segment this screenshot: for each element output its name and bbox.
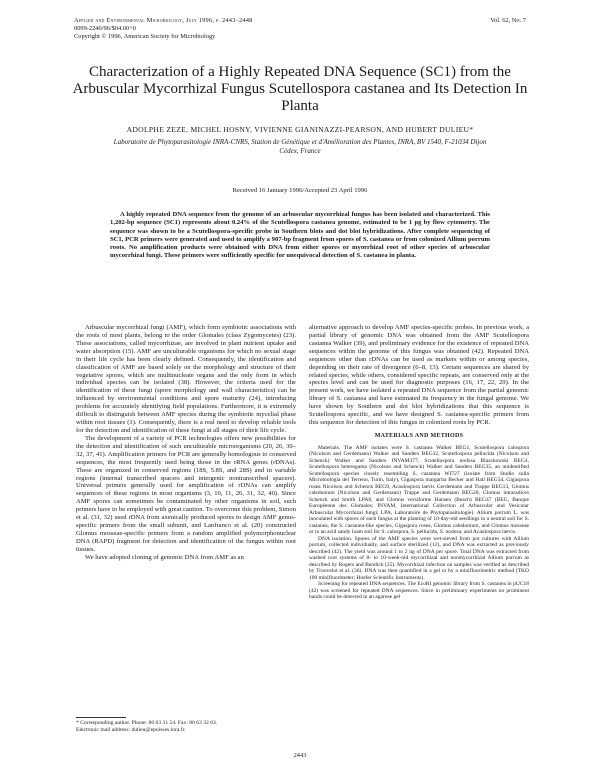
abstract: A highly repeated DNA sequence from the genome of an arbuscular mycorrhizal fungus has been isolated and characterized. This 1,202-bp sequence (SC1) represents about 0.24% of the Scutellospora castanea genome, estimated to be 1 pg by flow cytometry. The sequence was shown to be a Scutellospora-specific probe in Southern blots and dot blot hybridizations. After complete sequencing of SC1, PCR primers were generated and used to amplify a 907-bp fragment from spores of S. castanea or from colonized Allium porrum roots. No amplification products were obtained with DNA from either spores or myorrhizal root of other species of arbuscular mycorrhizal fungi. These primers were sufficiently specific for unequivocal detection of S. castanea in planta. bbox=[110, 211, 490, 260]
journal-line: Applied and Environmental Microbiology, July 1996, p. 2443–2448 bbox=[74, 17, 253, 24]
affiliation: Laboratoire de Phytoparasitologie INRA-CNRS, Station de Génétique et d'Amélioration des Plantes, INRA, BV 1540, F-21034 Dijon Cédex, France bbox=[113, 138, 487, 155]
screening-paragraph: Screening for repeated DNA sequences. The EcoRI genomic library from S. castanea in pUC18 (42) was screened for repeated DNA sequences. Since in preliminary experiments no prominent bands could be detected in an agarose gel bbox=[309, 581, 529, 601]
methods-heading: MATERIALS AND METHODS bbox=[374, 432, 464, 439]
page-number: 2443 bbox=[293, 752, 307, 759]
running-header bbox=[74, 17, 253, 41]
corresponding-author-line: * Corresponding author. Phone: 80 63 31 54. Fax: 80 63 32 63. bbox=[76, 720, 218, 726]
materials-paragraph: Materials. The AMF isolates were S. castanea Walker BEG1, Scutellospora calospora (Nicolson and Gerdemann) Walker and Sanders BEG32, Scutellospora pellucida (Nicolson and Schenck) Walker and Sanders INVAM377, Scutellospora nodosa Blaszkowski BEG4, Scutellospora heterogama (Nicolson and Schenck) Walker and Sanders BEG35, an unidentified Scutellospora species closely resembling S. castanea WI727 (isolate from Studio sulla Microbiologia del Terreno, Turin, Italy), Gigaspora margarita Becker and Hall BEG34, Gigaspora rosea Nicolson and Schenck BEG9, Acaulospora laevis Gerdemann and Trappe BEG13, Glomus caledonium (Nicolson and Gerdemann) Trappe and Gerdemann BEG20, Glomus intraradices Schenck and Smith LPA8, and Glomus versiforme Hansen (Beach) BEG47 (BEG, Banque Européenne des Glomales; INVAM, International Collection of Arbuscular and Vesicular Arbuscular Mycorrhizal fungi; LPA, Laboratoire de Phytoparasitologie). Allium porrum L. was inoculated with spores of each fungus at the planting of 10-day-old seedlings in a neutral soil for S. castanea, the S. castanea-like species, Gigaspora rosea, Glomus caledonium, and Glomus mosseae or in an acid sandy loam soil for S. calospora, S. pellucida, S. nodosa, and Acaulospora laevis. bbox=[309, 444, 529, 536]
copyright-line: Copyright © 1996, American Society for Microbiology bbox=[74, 33, 216, 40]
intro-paragraph-3: We have adopted cloning of genomic DNA from AMF as an bbox=[85, 553, 244, 561]
volume-number: Vol. 62, No. 7 bbox=[490, 17, 526, 24]
email-line: Electronic mail address: dulieu@epoisses.inra.fr. bbox=[76, 727, 186, 733]
intro-paragraph-4: alternative approach to develop AMF species-specific probes. In previous work, a partial library of genomic DNA was obtained from the AMF Scutellospora castanea Walker (39), and preliminary evidence for the existence of repeated DNA sequences within the genome of this fungus was obtained (42). Repeated DNA sequences other than rDNAs can be used as markers within or among species, depending on their rate of divergence (6–8, 13). Certain sequences are shared by related species, while others, considered specific repeats, are conserved only at the species level and can be used for diagnostic purposes (16, 17, 22, 29). In the present work, we have isolated a repeated DNA sequence from the partial genomic library of S. castanea and have estimated its frequency in the fungal genome. We have shown by Southern and dot blot hybridizations that this sequence is Scutellospora specific, and we have designed S. castanea-specific primers from this sequence for detection of this fungus in colonized roots by PCR. bbox=[309, 324, 529, 427]
dna-isolation-paragraph: DNA isolation. Spores of the AMF species were wet-sieved from pot cultures with Allium porrum, collected individually, and surface sterilized (12), and DNA was extracted as previously described (42). The yield was around 1 to 2 ng of DNA per spore. Total DNA was extracted from washed root systems of 8- to 10-week-old mycorrhizal and nonmycorrhizal Allium porrum as described by Rogers and Bendich (25). Mycorrhizal infection on samples was verified as described by Trouvelot et al. (36). DNA was then quantified in a gel or by a minifluorimetric method (TKO 100 minifluorimeter; Hoefer Scientific Instruments). bbox=[309, 535, 529, 581]
received-dates: Received 16 January 1996/Accepted 23 April 1996 bbox=[232, 187, 368, 194]
issn-code: 0099-2240/96/$04.00+0 bbox=[74, 25, 137, 32]
intro-paragraph-2: The development of a variety of PCR technologies offers new possibilities for the detection and identification of such unculturable microorganisms (20, 26, 30–32, 37, 41). Amplification primers for PCR are generally homologous to conserved sequences, the most frequently used being those in the rRNA genes (rDNAs). These are organized in conserved regions (18S, 5.8S, and 28S) and in variable regions (internal transcribed spacers and intergenic nontranscribed spacers). Universal primers generally used for amplification of rDNAs can amplify sequences of these regions in most organisms (3, 10, 11, 26, 31, 32, 40). Since AMF spores can sometimes be contaminated by other organisms in soil, such primers have to be employed with great caution. To overcome this problem, Simon et al. (31, 32) used rDNA from axenically produced spores to design AMF genus-specific primers from the small subunit, and Lanfranco et al. (20) constructed Glomus mosseae-specific primers from a random amplified polymorphonuclear DNA (RAPD) fragment for detection and identification of the fungus within root tissues. bbox=[76, 434, 296, 553]
footnote bbox=[76, 720, 296, 734]
article-title: Characterization of a Highly Repeated DNA Sequence (SC1) from the Arbuscular Mycorrhizal Fungus Scutellospora castanea and Its Detection In Planta bbox=[72, 64, 528, 114]
footnote-rule bbox=[76, 717, 126, 718]
left-column bbox=[76, 324, 296, 562]
author-list: ADOLPHE ZEZE, MICHEL HOSNY, VIVIENNE GIANINAZZI-PEARSON, AND HUBERT DULIEU* bbox=[126, 125, 474, 134]
intro-paragraph-1: Arbuscular mycorrhizal fungi (AMF), which form symbiotic associations with the roots of most plants, belong to the order Glomales (class Zygomycetes) (23). These associations, called mycorrhizae, are involved in plant nutrient uptake and water absorption (15). AMF are unculturable organisms for which no sexual stage in their life cycle has been clearly defined. Consequently, the identification and classification of AMF are based solely on the morphology and structure of their vegetative spores, which are multinucleate organs and the only form in which individual species can be isolated (38). However, the criteria used for the identification of these fungi (spore morphology and wall characteristics) can be influenced by environmental conditions and spore maturity (24), introducing problems for accurately identifying field populations. Furthermore, it is extremely difficult to distinguish between AMF species during the symbiotic mycelial phase within root tissues (1). Consequently, there is a real need to develop reliable tools for the detection and identification of these fungi at all stages of their life cycle. bbox=[76, 324, 296, 434]
right-column bbox=[309, 324, 529, 601]
